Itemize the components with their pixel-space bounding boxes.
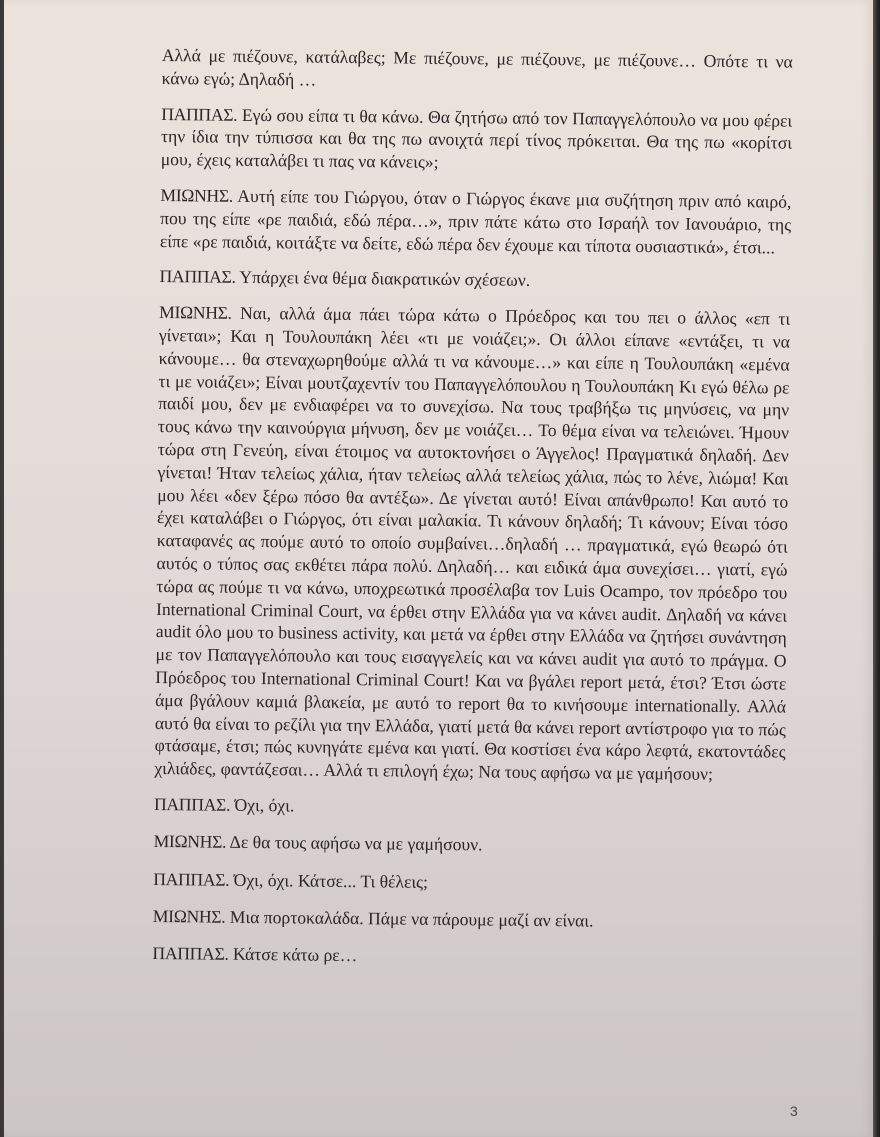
paragraph-text: Υπάρχει ένα θέμα διακρατικών σχέσεων. (239, 267, 531, 291)
speaker-name: ΜΙΩΝΗΣ. (153, 831, 227, 852)
paragraph-pappas-1 (161, 103, 793, 178)
paragraph-text: Όχι, όχι. Κάτσε... Τι θέλεις; (233, 869, 429, 892)
paragraph-text: Όχι, όχι. (234, 794, 295, 816)
paragraph-pappas-5 (152, 942, 783, 971)
paragraph-text: Κάτσε κάτω ρε… (232, 943, 358, 966)
paragraph-pappas-4 (153, 867, 784, 896)
speaker-name: ΜΙΩΝΗΣ. (152, 905, 226, 927)
paragraph-text: Εγώ σου είπα τι θα κάνω. Θα ζητήσω από τον Παπαγγελόπουλο να μου φέρει την ίδια την τύπισσα και θα της πω ανοιχτά περί τίνος πρόκειται. Θα της πω «κορίτσι μου, έχεις καταλάβει τι πας να κάνεις»; (160, 104, 793, 173)
speaker-name: ΠΑΠΠΑΣ. (152, 943, 229, 964)
paragraph-text: Μια πορτοκαλάδα. Πάμε να πάρουμε μαζί αν είναι. (229, 906, 594, 931)
page-right-edge (873, 0, 880, 1137)
paragraph-text: Αλλά με πιέζουνε, κατάλαβες; Με πιέζουνε, με πιέζουνε, με πιέζουνε… Οπότε τι να κάνω εγώ; Δηλαδή … (161, 44, 793, 90)
speaker-name: ΠΑΠΠΑΣ. (153, 868, 230, 890)
speaker-name: ΜΙΩΝΗΣ. (159, 302, 232, 323)
document-page (2, 0, 873, 1137)
paragraph-pappas-3 (154, 793, 785, 822)
paragraph-text: Ναι, αλλά άμα πάει τώρα κάτω ο Πρόεδρος και του πει ο άλλος «επ τι γίνεται»; Και η Τουλουπάκη λέει «τι με νοιάζει;». Οι άλλοι είπανε «εντάξει, τι να κάνουμε… θα στεναχωρηθούμε αλλά τι να κάνουμε…» και είπε η Τουλουπάκη «εμένα τι με νοιάζει»; Είναι μουτζαχεντίν του Παπαγγελόπουλου η Τουλουπάκη Κι εγώ θέλω ρε παιδί μου, δεν με ενδιαφέρει να το συνεχίσω. Να τους τραβήξω τις μηνύσεις, να μην τους κάνω την καινούργια μήνυση, δεν με νοιάζει… Το θέμα είναι να τελειώνει. Ήμουν τώρα στη Γενεύη, είναι έτοιμος να αυτοκτονήσει ο Άγγελος! Πραγματικά δηλαδή. Δεν γίνεται! Ήταν τελείως χάλια, ήταν τελείως αλλά τελείως χάλια, πώς το λένε, λιώμα! Και μου λέει «δεν ξέρω πόσο θα αντέξω». Δε γίνεται αυτό! Είναι απάνθρωπο! Και αυτό το έχει καταλάβει ο Γιώργος, ότι είναι μαλακία. Τι κάνουν δηλαδή; Τι κάνουν; Είναι τόσο καταφανές ας πούμε αυτό το οποίο συμβαίνει…δηλαδή … πραγματικά, εγώ θεωρώ ότι αυτός ο τύπος σας εκθέτει πάρα πολύ. Δηλαδή… και ειδικά άμα συνεχίσει… γιατί, εγώ τώρα ας πούμε τι να κάνω, υποχρεωτικά προσέλαβα τον Luis Ocampo, τον πρόεδρο του International Criminal Court, να έρθει στην Ελλάδα για να κάνει audit. Δηλαδή να κάνει audit όλο μου το business activity, και μετά να έρθει στην Ελλάδα να ζητήσει συνάντηση με τον Παπαγγελόπουλο και τους εισαγγελείς και να κάνει audit για αυτό το πράγμα. Ο Πρόεδρος του International Criminal Court! Και να βγάλει report μετά, έτσι? Έτσι ώστε άμα βγάλουν καμιά βλακεία, με αυτό το report θα το κινήσουμε internationally. Αλλά αυτό θα είναι το ρεζίλι για την Ελλάδα, γιατί μετά θα κάνει report αντίστροφο για το πώς φτάσαμε, έτσι; πώς κυνηγάτε εμένα και γιατί. Θα κοστίσει ένα κάρο λεφτά, εκατοντάδες χιλιάδες, φαντάζεσαι… Αλλά τι επιλογή έχω; Να τους αφήσω να με γαμήσουν; (154, 303, 791, 784)
speaker-name: ΠΑΠΠΑΣ. (159, 266, 236, 288)
paragraph-mionis-4 (153, 905, 784, 934)
paragraph-mionis-3 (154, 830, 785, 859)
page-number: 3 (790, 1103, 798, 1119)
paragraph-pappas-2 (159, 265, 790, 294)
transcript-body (152, 44, 793, 986)
paragraph-text: Δε θα τους αφήσω να με γαμήσουν. (229, 831, 483, 855)
speaker-name: ΜΙΩΝΗΣ. (160, 184, 234, 206)
paragraph-mionis-1 (160, 184, 792, 259)
speaker-name: ΠΑΠΠΑΣ. (161, 103, 238, 125)
paragraph-mionis-2 (154, 301, 790, 786)
page-left-edge (2, 0, 4, 1137)
speaker-name: ΠΑΠΠΑΣ. (153, 793, 231, 815)
paragraph-text: Αυτή είπε του Γιώργου, όταν ο Γιώργος έκανε μια συζήτηση πριν από καιρό, που της είπε «ρε παιδιά, εδώ πέρα…», πριν πάτε κάτω στο Ισραήλ τον Ιανουάριο, της είπε «ρε παιδιά, κοιτάξτε να δείτε, εδώ πέρα δεν έχουμε και τίποτα ουσιαστικά», έτσι... (159, 185, 792, 258)
paragraph-continuation (162, 44, 793, 96)
